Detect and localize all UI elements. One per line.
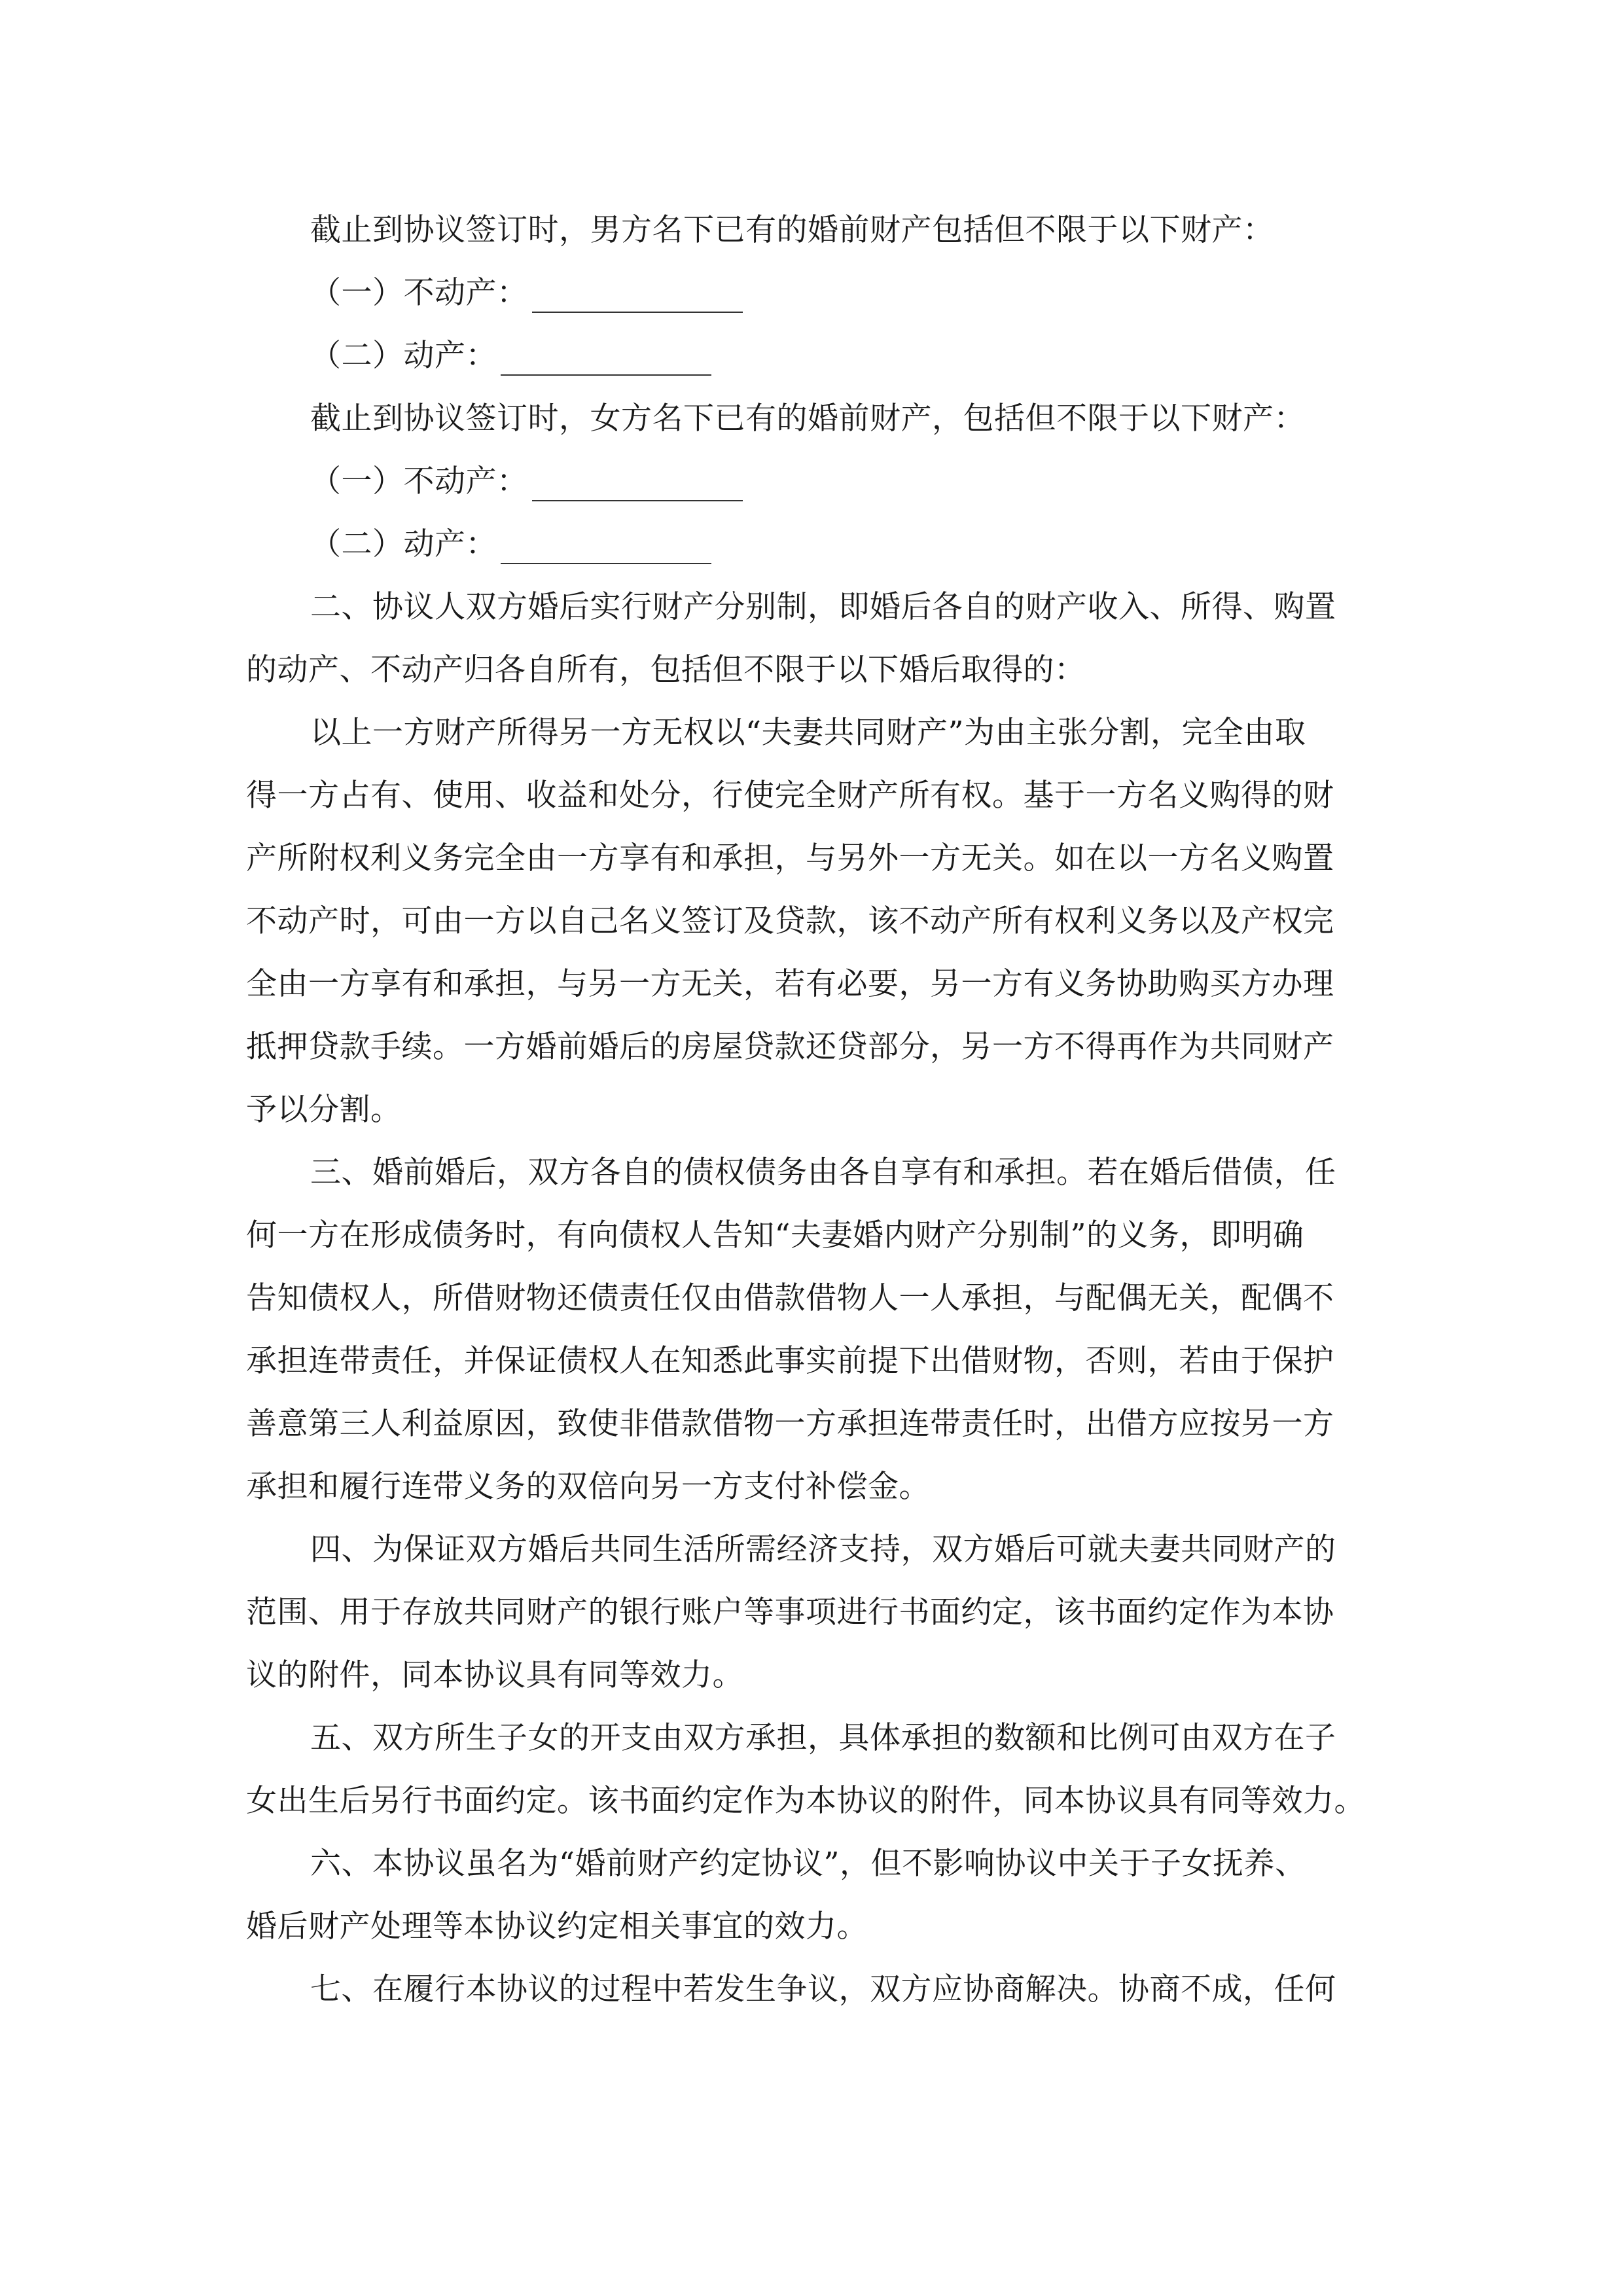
clause-three-line: 承担和履行连带义务的双倍向另一方支付补偿金。 (246, 1469, 930, 1505)
male-real-estate-item (310, 274, 743, 313)
clause-two-detail-line: 抵押贷款手续。一方婚前婚后的房屋贷款还贷部分，另一方不得再作为共同财产 (246, 1029, 1334, 1065)
female-real-estate-blank (532, 471, 743, 501)
clause-five-line: 女出生后另行书面约定。该书面约定作为本协议的附件，同本协议具有同等效力。 (246, 1783, 1365, 1819)
female-real-estate-item (310, 462, 743, 501)
clause-six-line: 六、本协议虽名为“婚前财产约定协议”，但不影响协议中关于子女抚养、 (310, 1846, 1306, 1882)
female-real-estate-label: （一）不动产： (310, 463, 528, 499)
clause-two-detail-line: 全由一方享有和承担，与另一方无关，若有必要，另一方有义务协助购买方办理 (246, 966, 1334, 1002)
clause-two-line: 二、协议人双方婚后实行财产分别制，即婚后各自的财产收入、所得、购置 (310, 589, 1336, 625)
female-movable-label: （二）动产： (310, 526, 497, 562)
clause-five-line: 五、双方所生子女的开支由双方承担，具体承担的数额和比例可由双方在子 (310, 1720, 1336, 1756)
male-real-estate-label: （一）不动产： (310, 275, 528, 311)
male-real-estate-blank (532, 283, 743, 313)
clause-four-line: 四、为保证双方婚后共同生活所需经济支持，双方婚后可就夫妻共同财产的 (310, 1532, 1336, 1568)
female-movable-item (310, 525, 711, 564)
clause-four-line: 范围、用于存放共同财产的银行账户等事项进行书面约定，该书面约定作为本协 (246, 1594, 1334, 1630)
female-property-intro: 截止到协议签订时，女方名下已有的婚前财产，包括但不限于以下财产： (310, 401, 1305, 437)
male-movable-blank (501, 346, 711, 376)
clause-two-detail-line: 得一方占有、使用、收益和处分，行使完全财产所有权。基于一方名义购得的财 (246, 778, 1334, 814)
male-movable-label: （二）动产： (310, 338, 497, 374)
female-movable-blank (501, 534, 711, 564)
clause-three-line: 承担连带责任，并保证债权人在知悉此事实前提下出借财物，否则，若由于保护 (246, 1343, 1334, 1379)
clause-two-detail-line: 予以分割。 (246, 1092, 402, 1128)
clause-three-line: 善意第三人利益原因，致使非借款借物一方承担连带责任时，出借方应按另一方 (246, 1406, 1334, 1442)
clause-three-line: 三、婚前婚后，双方各自的债权债务由各自享有和承担。若在婚后借债，任 (310, 1155, 1336, 1191)
clause-six-line: 婚后财产处理等本协议约定相关事宜的效力。 (246, 1909, 868, 1945)
clause-two-detail-line: 产所附权利义务完全由一方享有和承担，与另外一方无关。如在以一方名义购置 (246, 840, 1334, 876)
clause-four-line: 议的附件，同本协议具有同等效力。 (246, 1657, 743, 1693)
clause-two-detail-line: 不动产时，可由一方以自己名义签订及贷款，该不动产所有权利义务以及产权完 (246, 903, 1334, 939)
clause-two-line: 的动产、不动产归各自所有，包括但不限于以下婚后取得的： (246, 652, 1086, 688)
clause-three-line: 何一方在形成债务时，有向债权人告知“夫妻婚内财产分别制”的义务，即明确 (246, 1217, 1304, 1253)
male-property-intro: 截止到协议签订时，男方名下已有的婚前财产包括但不限于以下财产： (310, 212, 1274, 248)
clause-three-line: 告知债权人，所借财物还债责任仅由借款借物人一人承担，与配偶无关，配偶不 (246, 1280, 1334, 1316)
clause-seven-line: 七、在履行本协议的过程中若发生争议，双方应协商解决。协商不成，任何 (310, 1971, 1336, 2007)
clause-two-detail-line: 以上一方财产所得另一方无权以“夫妻共同财产”为由主张分割，完全由取 (310, 715, 1306, 751)
male-movable-item (310, 336, 711, 376)
